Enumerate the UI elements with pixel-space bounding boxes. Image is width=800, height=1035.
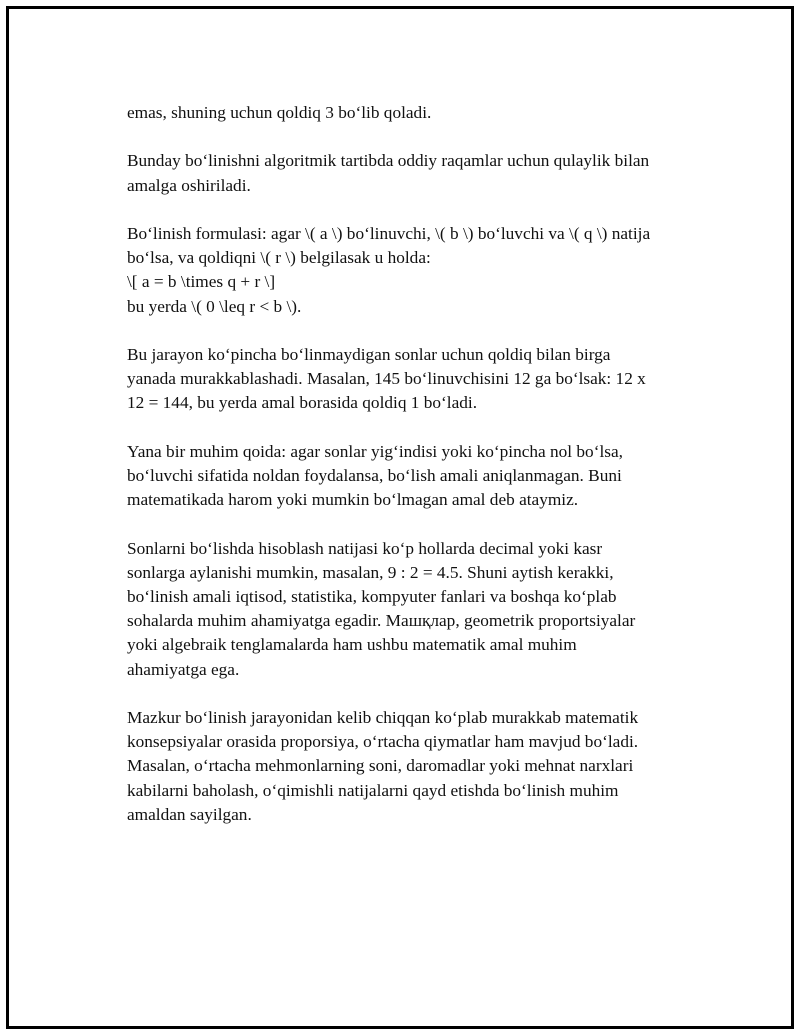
- text-line: Yana bir muhim qoida: agar sonlar yig‘indisi yoki ko‘pincha nol bo‘lsa,: [127, 441, 623, 461]
- paragraph-1: [127, 101, 697, 125]
- text-line: bu yerda \( 0 \leq r < b \).: [127, 296, 302, 316]
- text-line: konsepsiyalar orasida proporsiya, o‘rtacha qiymatlar ham mavjud bo‘ladi.: [127, 732, 639, 752]
- text-line: 12 = 144, bu yerda amal borasida qoldiq 1 bo‘ladi.: [127, 393, 478, 413]
- text-line: Bunday bo‘linishni algoritmik tartibda oddiy raqamlar uchun qulaylik bilan: [127, 151, 650, 171]
- paragraph-7: [127, 706, 697, 827]
- paragraph-3: [127, 222, 697, 319]
- text-line: yoki algebraik tenglamalarda ham ushbu matematik amal muhim: [127, 635, 577, 655]
- page-frame: [6, 6, 794, 1029]
- text-line: Masalan, o‘rtacha mehmonlarning soni, daromadlar yoki mehnat narxlari: [127, 756, 634, 776]
- paragraph-4: [127, 343, 697, 416]
- text-line: matematikada harom yoki mumkin bo‘lmagan amal deb ataymiz.: [127, 490, 579, 510]
- text-line: bo‘luvchi sifatida noldan foydalansa, bo‘lish amali aniqlanmagan. Buni: [127, 465, 622, 485]
- text-line: amaldan sayilgan.: [127, 804, 252, 824]
- paragraph-2: [127, 149, 697, 197]
- text-line: yanada murakkablashadi. Masalan, 145 bo‘linuvchisini 12 ga bo‘lsak: 12 x: [127, 369, 646, 389]
- document-body: [127, 101, 697, 851]
- text-line: amalga oshiriladi.: [127, 175, 251, 195]
- paragraph-5: [127, 440, 697, 513]
- text-line: bo‘linish amali iqtisod, statistika, kompyuter fanlari va boshqa ko‘plab: [127, 586, 617, 606]
- text-line: ahamiyatga ega.: [127, 659, 240, 679]
- text-line: Bu jarayon ko‘pincha bo‘linmaydigan sonlar uchun qoldiq bilan birga: [127, 344, 611, 364]
- text-line: sohalarda muhim ahamiyatga egadir. Машқлар, geometrik proportsiyalar: [127, 611, 636, 631]
- text-line: kabilarni baholash, o‘qimishli natijalarni qayd etishda bo‘linish muhim: [127, 780, 619, 800]
- paragraph-6: [127, 537, 697, 682]
- text-line: sonlarga aylanishi mumkin, masalan, 9 : 2 = 4.5. Shuni aytish kerakki,: [127, 562, 614, 582]
- text-line: emas, shuning uchun qoldiq 3 bo‘lib qoladi.: [127, 103, 432, 122]
- formula-line: \[ a = b \times q + r \]: [127, 272, 276, 292]
- text-line: Mazkur bo‘linish jarayonidan kelib chiqqan ko‘plab murakkab matematik: [127, 707, 639, 727]
- text-line: Bo‘linish formulasi: agar \( a \) bo‘linuvchi, \( b \) bo‘luvchi va \( q \) natija: [127, 223, 651, 243]
- text-line: bo‘lsa, va qoldiqni \( r \) belgilasak u holda:: [127, 248, 431, 268]
- text-line: Sonlarni bo‘lishda hisoblash natijasi ko‘p hollarda decimal yoki kasr: [127, 538, 603, 558]
